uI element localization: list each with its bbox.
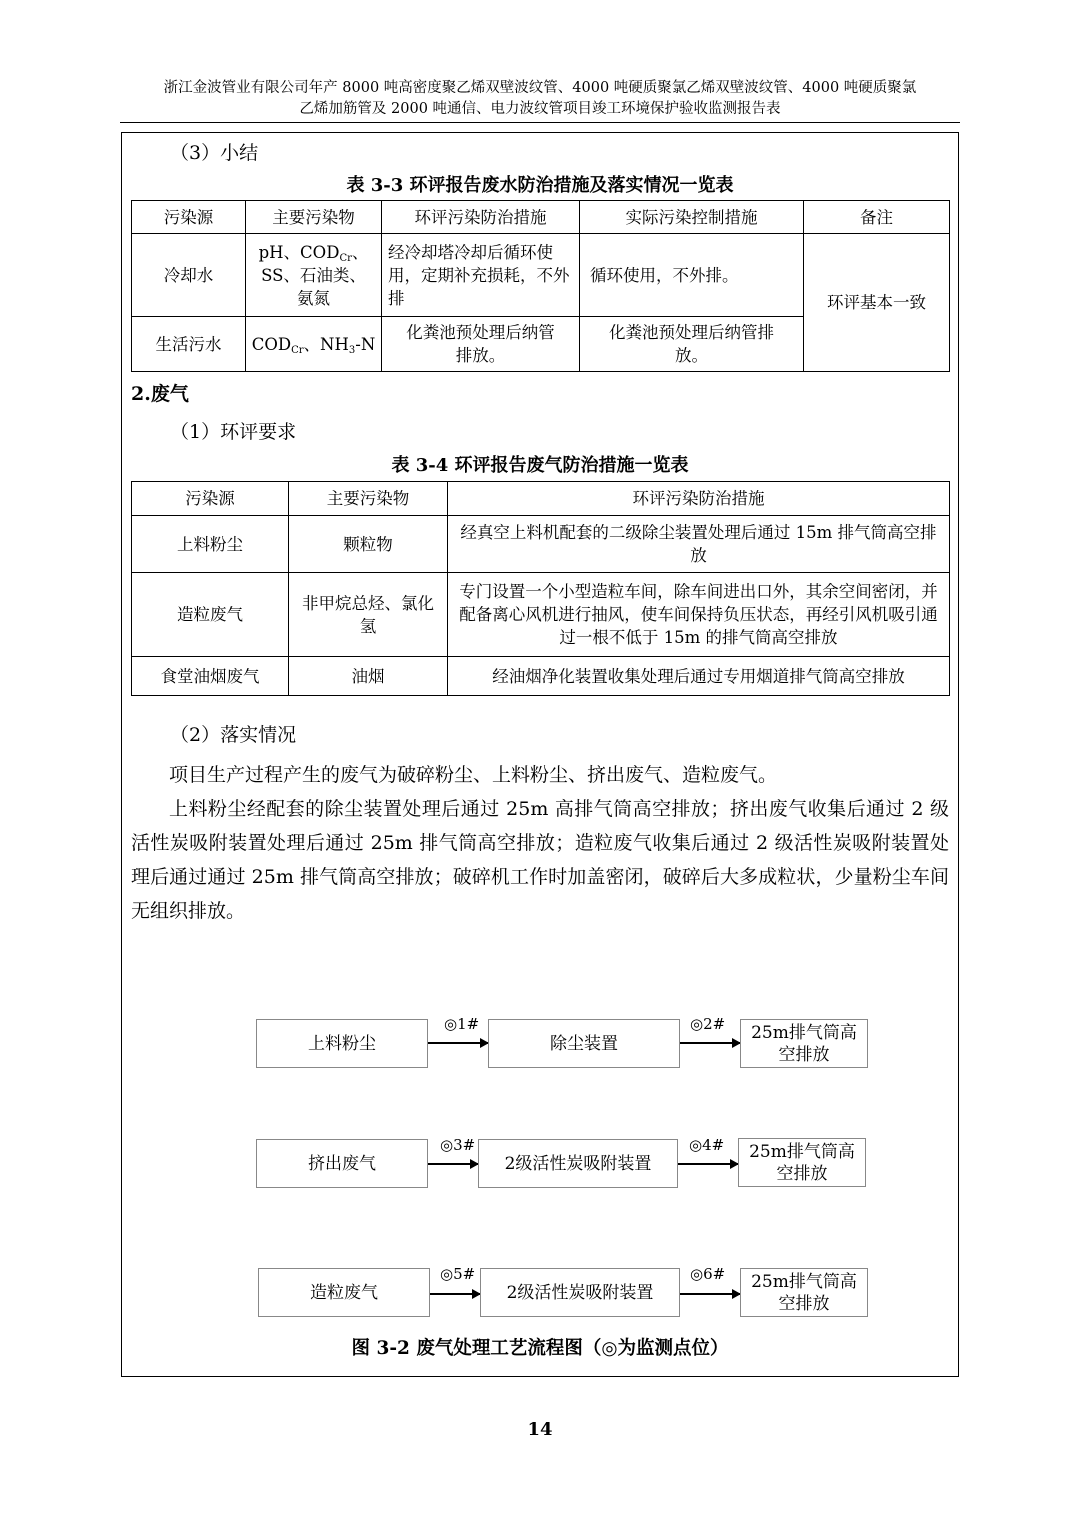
table-row [132, 657, 950, 696]
flow-device-box: 除尘装置 [488, 1019, 680, 1068]
flow-arrow [428, 1042, 488, 1044]
column-header: 备注 [804, 201, 950, 234]
cell-measure: 专门设置一个小型造粒车间，除车间进出口外，其余空间密闭，并配备离心风机进行抽风，使车间保持负压状态，再经引风机吸引通过一根不低于 15m 的排气筒高空排放 [448, 573, 950, 657]
cell-source: 上料粉尘 [132, 516, 289, 573]
cell-pollutants: pH、$COD_{Cr}$、 SS、石油类、 氨氮 [246, 234, 382, 317]
cell-eia-measure: 化粪池预处理后纳管排放。 [382, 317, 580, 372]
paragraph: 项目生产过程产生的废气为破碎粉尘、上料粉尘、挤出废气、造粒废气。 [169, 764, 778, 786]
flow-arrow [678, 1163, 738, 1165]
cell-pollutant: 油烟 [289, 657, 448, 696]
cell-measure: 经真空上料机配套的二级除尘装置处理后通过 15m 排气筒高空排放 [448, 516, 950, 573]
table-header-row [132, 201, 950, 234]
table-3-4-caption: 表 3-4 环评报告废气防治措施一览表 [391, 455, 689, 476]
flow-outlet-box: 25m排气筒高空排放 [738, 1138, 866, 1187]
column-header: 主要污染物 [289, 482, 448, 516]
flow-source-box: 造粒废气 [258, 1268, 430, 1317]
summary-heading: （3）小结 [170, 142, 259, 164]
monitoring-point-label: ◎6# [690, 1265, 726, 1283]
header-line-2: 乙烯加筋管及 2000 吨通信、电力波纹管项目竣工环境保护验收监测报告表 [299, 101, 781, 117]
header-divider [120, 122, 960, 123]
cell-eia-measure: 经冷却塔冷却后循环使用，定期补充损耗，不外排 [382, 234, 580, 317]
page-number: 14 [527, 1419, 553, 1440]
flow-arrow [680, 1293, 740, 1295]
cell-source: 造粒废气 [132, 573, 289, 657]
flow-source-box: 上料粉尘 [256, 1019, 428, 1068]
cell-source: 生活污水 [132, 317, 246, 372]
table-row [132, 516, 950, 573]
cell-source: 食堂油烟废气 [132, 657, 289, 696]
flow-arrow [428, 1163, 478, 1165]
column-header: 实际污染控制措施 [580, 201, 804, 234]
implementation-text [131, 758, 949, 928]
column-header: 环评污染防治措施 [382, 201, 580, 234]
cell-pollutants: $COD_{Cr}$、$NH_3-N$ [246, 317, 382, 372]
table-row [132, 573, 950, 657]
table-row [132, 234, 950, 317]
section-title: 2.废气 [131, 383, 189, 405]
cell-source: 冷却水 [132, 234, 246, 317]
column-header: 主要污染物 [246, 201, 382, 234]
flow-source-box: 挤出废气 [256, 1139, 428, 1188]
column-header: 污染源 [132, 201, 246, 234]
paragraph: 上料粉尘经配套的除尘装置处理后通过 25m 高排气筒高空排放；挤出废气收集后通过 2 级活性炭吸附装置处理后通过 25m 排气筒高空排放；造粒废气收集后通过 2 级活性炭吸附装置处理后通过通过 25m 排气筒高空排放；破碎机工作时加盖密闭，破碎后大多成粒状，少量粉尘车间无组织排放。 [131, 798, 949, 922]
monitoring-point-label: ◎4# [689, 1136, 725, 1154]
table-3-3-caption: 表 3-3 环评报告废水防治措施及落实情况一览表 [346, 175, 734, 196]
monitoring-point-label: ◎2# [690, 1015, 726, 1033]
monitoring-point-label: ◎3# [440, 1136, 476, 1154]
report-header [120, 78, 960, 120]
table-header-row [132, 482, 950, 516]
cell-remark: 环评基本一致 [804, 234, 950, 372]
flow-arrow [680, 1042, 740, 1044]
implementation-heading: （2）落实情况 [170, 724, 297, 746]
cell-pollutant: 颗粒物 [289, 516, 448, 573]
column-header: 污染源 [132, 482, 289, 516]
flow-device-box: 2级活性炭吸附装置 [478, 1139, 678, 1188]
monitoring-point-label: ◎1# [444, 1015, 480, 1033]
flow-arrow [430, 1293, 480, 1295]
cell-actual-measure: 化粪池预处理后纳管排放。 [580, 317, 804, 372]
table-3-4 [131, 481, 950, 696]
cell-measure: 经油烟净化装置收集处理后通过专用烟道排气筒高空排放 [448, 657, 950, 696]
requirement-heading: （1）环评要求 [170, 421, 297, 443]
cell-pollutant: 非甲烷总烃、氯化氢 [289, 573, 448, 657]
flow-outlet-box: 25m排气筒高空排放 [740, 1268, 868, 1317]
monitoring-point-label: ◎5# [440, 1265, 476, 1283]
figure-caption: 图 3-2 废气处理工艺流程图（◎为监测点位） [351, 1338, 729, 1359]
flow-outlet-box: 25m排气筒高空排放 [740, 1019, 868, 1068]
cell-actual-measure: 循环使用，不外排。 [580, 234, 804, 317]
header-line-1: 浙江金波管业有限公司年产 8000 吨高密度聚乙烯双壁波纹管、4000 吨硬质聚氯乙烯双壁波纹管、4000 吨硬质聚氯 [163, 80, 917, 96]
flow-device-box: 2级活性炭吸附装置 [480, 1268, 680, 1317]
table-3-3 [131, 200, 950, 372]
column-header: 环评污染防治措施 [448, 482, 950, 516]
